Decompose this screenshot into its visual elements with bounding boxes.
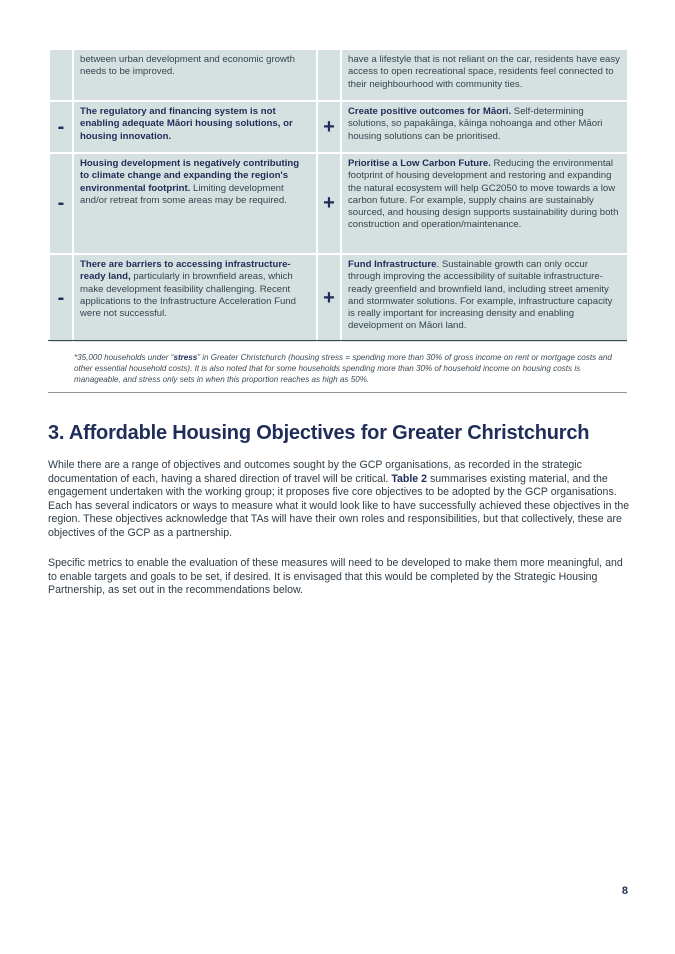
weakness-sign-cell — [49, 49, 73, 101]
opportunity-cell — [341, 49, 628, 101]
opportunity-text: have a lifestyle that is not reliant on the car, residents have easy access to open recreational space, residents feel connected to their neighbourhood with community ties. — [348, 54, 620, 90]
opportunity-bold: Fund Infrastructure — [348, 259, 437, 270]
para1-text-b: summarises existing material, and the engagement undertaken with the working group; it proposes five core objectives to be adopted by the GCP organisations. Each has several indicators or ways to measure what it would look like to have successfully achieved these objectives in the region. These objectives acknowledge that TAs will have their own roles and responsibilities, but that collectively, these are objectives of the GCP as a partnership. — [48, 472, 630, 539]
weakness-cell — [73, 153, 317, 254]
plus-icon: + — [317, 101, 341, 153]
body-paragraph — [48, 459, 633, 541]
opportunity-sign-cell — [317, 49, 341, 101]
weakness-bold: The regulatory and financing system is not enabling adequate Māori housing solutions, or housing innovation. — [80, 106, 293, 142]
minus-icon: - — [49, 153, 73, 254]
footnote — [74, 352, 626, 385]
footnote-bold: stress — [173, 353, 198, 362]
opportunity-cell — [341, 254, 628, 343]
weakness-text: particularly in brownfield areas, which make development feasibility challenging. Recent applications to the Infrastructure Acceleration Fund were not successful. — [80, 271, 296, 320]
section-heading: 3. Affordable Housing Objectives for Greater Christchurch — [48, 422, 590, 444]
plus-icon: + — [317, 153, 341, 254]
opportunity-text: . Sustainable growth can only occur through improving the accessibility of suitable infrastructure-ready greenfield and brownfield land, including street amenity and stormwater solutions. For example, infrastructure capacity is really important for increasing density and enabling development on Māori land. — [348, 259, 613, 332]
table-row — [49, 49, 628, 101]
footnote-text: ” in Greater Christchurch (housing stress = spending more than 30% of gross income on rent or mortgage costs and other essential household costs). It is also noted that for some households spending more than 30% of household income on housing costs is manageable, and stress only sets in when this proportion reaches as high as 50%. — [74, 353, 612, 384]
table-2-reference: Table 2 — [391, 472, 428, 485]
weakness-text: between urban development and economic growth needs to be improved. — [80, 54, 295, 78]
table-bottom-rule — [48, 340, 627, 341]
weakness-text: Limiting development and/or retreat from some areas may be required. — [80, 182, 287, 206]
weakness-bold: There are barriers to accessing infrastructure-ready land, — [80, 259, 291, 283]
opportunity-text: Reducing the environmental footprint of housing development and restoring and expanding the natural ecosystem will help GC2050 to move towards a low carbon future. For example, supply chains are sustainably sourced, and housing design supports sustainability during both construction and operation/maintenance. — [348, 158, 619, 231]
opportunity-bold: Prioritise a Low Carbon Future. — [348, 158, 491, 169]
swot-table — [48, 48, 629, 344]
opportunity-cell — [341, 153, 628, 254]
footnote-lead: *35,000 households under “ — [74, 353, 174, 362]
para1-text-a: While there are a range of objectives and outcomes sought by the GCP organisations, as recorded in the strategic documentation of each, having a shared direction of travel will be critical. — [48, 459, 582, 485]
plus-icon: + — [317, 254, 341, 343]
opportunity-text: Self-determining solutions, so papakāinga, kāinga nohoanga and other Māori housing solutions can be prioritised. — [348, 106, 603, 142]
opportunity-cell — [341, 101, 628, 153]
opportunity-bold: Create positive outcomes for Māori. — [348, 106, 512, 117]
weakness-cell — [73, 101, 317, 153]
weakness-cell — [73, 49, 317, 101]
footnote-divider — [48, 392, 627, 393]
weakness-cell — [73, 254, 317, 343]
minus-icon: - — [49, 254, 73, 343]
table-row — [49, 101, 628, 153]
weakness-bold: Housing development is negatively contributing to climate change and expanding the region's environmental footprint. — [80, 158, 300, 194]
body-paragraph: Specific metrics to enable the evaluation of these measures will need to be developed to make them more meaningful, and to enable targets and goals to be set, if desired. It is envisaged that this would be completed by the Strategic Housing Partnership, as set out in the recommendations below. — [48, 557, 623, 597]
minus-icon: - — [49, 101, 73, 153]
table-row — [49, 254, 628, 343]
table-row — [49, 153, 628, 254]
page-number: 8 — [621, 885, 628, 897]
